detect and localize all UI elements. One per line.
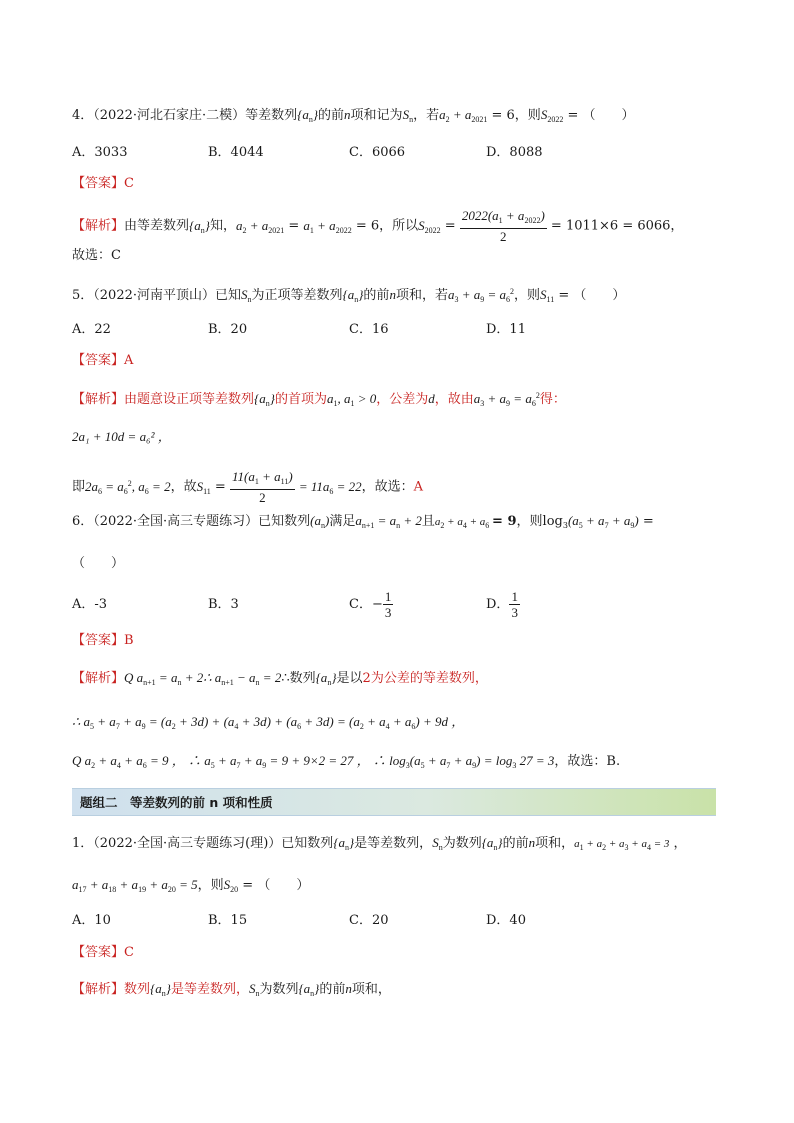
q4-stem-text: 项和记为 [350, 108, 403, 123]
analysis-text: 由题意设正项等差数列 [124, 392, 255, 407]
q5-option-d: D．11 [486, 322, 526, 337]
option-label: C． [349, 597, 372, 612]
q5-line3-text: 即 [72, 479, 86, 495]
q5-option-c: C．16 [349, 322, 389, 337]
analysis-text: 是等差数列， [170, 982, 249, 997]
q4-analysis: 【解析】由等差数列$\{a_n\}$知，$a_2 + a_{2021} = a_1 + a_{2022} = 6$，所以$S_{2022}$ = $\frac{2022(a_1 + a_{2022})}{2}$ = 1011×6 = 6066， [72, 208, 684, 244]
q5-line2 [72, 428, 171, 447]
q6-line3-text: ，故选：B. [554, 754, 621, 769]
analysis-text: 知， [209, 218, 236, 234]
q6-stem-text: 满足 [329, 514, 356, 529]
q6-analysis: 【解析】Q $a_{n+1} = a_n$ + 2∴ $a_{n+1} - a_n$ = 2∴数列$\{a_n\}$是以2为公差的等差数列， [72, 670, 488, 687]
section-banner [72, 788, 716, 816]
q5-stem-prefix: 5．（2022·河南平顶山）已知 [72, 288, 241, 303]
q5-stem-text: 的前 [363, 288, 390, 303]
q5-stem: 5．（2022·河南平顶山）已知$S_n$为正项等差数列$\{a_n\}$的前n项和，若$a_3 + a_9 = a_6^2$，则$S_{11}$ = （ ） [72, 287, 626, 304]
q6-stem-text: ，则 [516, 514, 543, 529]
q6-line2: ∴ $a_5 + a_7 + a_9 = (a_2 + 3d) + (a_4 + 3d) + (a_6 + 3d) = (a_2 + a_4 + a_6) + 9d$ ， [72, 714, 465, 731]
g2q1-option-a: A．10 [72, 913, 111, 928]
q6-stem-prefix: 6．（2022·全国·高三专题练习）已知数列 [72, 514, 311, 529]
q5-option-b: B．20 [208, 322, 248, 337]
g2q1-stem: 1．（2022·全国·高三专题练习(理)）已知数列$\{a_n\}$是等差数列，$S_n$为数列$\{a_n\}$的前n项和，$a_1 + a_2 + a_3 + a_4 = 3$ ， [72, 835, 687, 852]
analysis-text: 数列 [124, 982, 151, 997]
q4-stem-prefix: 4．（2022·河北石家庄·二模）等差数列 [72, 108, 298, 123]
q4-stem-text: 的前 [318, 108, 345, 123]
q4-stem-text: ，则 [514, 108, 541, 123]
g2q1-analysis: 【解析】数列$\{a_n\}$是等差数列，$S_n$为数列$\{a_n\}$的前n项和， [72, 981, 391, 998]
analysis-label: 【解析】 [72, 982, 125, 997]
g2q1-stem-line2: $a_{17} + a_{18} + a_{19} + a_{20} = 5$，则$S_{20}$ = （ ） [72, 877, 310, 894]
g2q1-stem-end: （ ） [257, 878, 310, 893]
q5-fraction: $\frac{11(a_1 + a_{11})}{2}$ [231, 469, 293, 505]
g2q1-option-d: D．40 [486, 913, 526, 928]
q6-option-d [486, 589, 520, 620]
g2q1-stem-text: 是等差数列， [354, 836, 433, 851]
answer-value: C [124, 176, 134, 191]
analysis-text: 是以 [336, 671, 363, 686]
g2q1-stem-prefix: 1．（2022·全国·高三专题练习(理)）已知数列 [72, 836, 334, 851]
q5-line3-text: ，故选： [361, 479, 414, 495]
q5-line3: 即$2a_6 = a_6^2$, $a_6 = 2$，故$S_{11}$ = $\frac{11(a_1 + a_{11})}{2}$ = $11a_6 = 22$，故选：A [72, 469, 424, 505]
q6-stem-text: 且 [421, 514, 435, 529]
q4-option-b: B．4044 [208, 145, 264, 160]
q4-stem-end: （ ） [582, 108, 635, 123]
q4-answer [72, 175, 134, 193]
analysis-text: 的首项为 [274, 392, 327, 407]
g2q1-stem-text: 为数列 [442, 836, 482, 851]
section-title: 题组二 等差数列的前 n 项和性质 [80, 795, 273, 810]
analysis-result: = 1011×6 = 6066， [550, 218, 684, 234]
g2q1-option-b: B．15 [208, 913, 248, 928]
analysis-text: 由等差数列 [124, 218, 190, 234]
q6-d-fraction: $\frac{1}{3}$ [511, 589, 518, 620]
answer-label: 【答案】 [72, 353, 125, 368]
answer-label: 【答案】 [72, 945, 125, 960]
q4-choose [72, 247, 121, 265]
q4-fraction: $\frac{2022(a_1 + a_{2022})}{2}$ [461, 208, 545, 244]
analysis-label: 【解析】 [72, 392, 125, 407]
q6-stem-end: （ ） [72, 556, 125, 571]
analysis-label: 【解析】 [72, 218, 125, 234]
q6-stem: 6．（2022·全国·高三专题练习）已知数列$(a_n)$满足$a_{n+1} = a_n + 2$且$a_2 + a_4 + a_6 = 9$，则$\log_3(a_5 + a_7 + a_9)$ = [72, 513, 654, 530]
answer-value: A [124, 353, 134, 368]
answer-label: 【答案】 [72, 633, 125, 648]
analysis-text: 为数列 [259, 982, 299, 997]
analysis-text: 得： [539, 392, 566, 407]
answer-value: B [124, 633, 134, 648]
q6-line3: Q $a_2 + a_4 + a_6 = 9$ ， ∴ $a_5 + a_7 + a_9 = 9 + 9\times 2 = 27$ ， ∴ $\log_3(a_5 + a_7 + a_9) = \log_3 27 = 3$，故选：B. [72, 753, 621, 770]
q6-answer [72, 632, 134, 650]
analysis-text: 项和， [351, 982, 391, 997]
analysis-text: ，故由 [434, 392, 474, 407]
analysis-text: 的前 [319, 982, 346, 997]
q6-option-a: A．-3 [72, 597, 108, 612]
q6-option-c: C．− $\frac{1}{3}$ [349, 589, 392, 620]
q6-c-fraction: $\frac{1}{3}$ [384, 589, 392, 620]
q5-stem-text: ，则 [514, 288, 541, 303]
q4-stem-text: ，若 [413, 108, 440, 123]
q4-option-d: D．8088 [486, 145, 543, 160]
q4-choose-text: 故选：C [72, 248, 121, 263]
g2q1-answer [72, 944, 134, 962]
q5-line3-text: ，故 [170, 479, 197, 495]
g2q1-option-c: C．20 [349, 913, 389, 928]
q5-stem-end: （ ） [573, 288, 626, 303]
q5-choice: A [413, 479, 424, 495]
option-label: D． [486, 597, 510, 612]
g2q1-stem-text: 的前 [502, 836, 529, 851]
analysis-text: ，公差为 [376, 392, 429, 407]
q5-stem-text: 项和，若 [395, 288, 448, 303]
analysis-text: 为公差的等差数列， [370, 671, 488, 686]
q5-analysis: 【解析】由题意设正项等差数列$\{a_n\}$的首项为$a_1$, $a_1 > 0$，公差为d，故由$a_3 + a_9 = a_6^2$得： [72, 391, 566, 408]
q4-stem: 4．（2022·河北石家庄·二模）等差数列$\{a_n\}$的前n项和记为$S_n$，若$a_2 + a_{2021} = 6$，则$S_{2022}$ = （ ） [72, 107, 635, 124]
analysis-text: 2 [362, 671, 371, 686]
analysis-text: ，所以 [379, 218, 419, 234]
answer-value: C [124, 945, 134, 960]
g2q1-stem-text: ，则 [197, 878, 224, 893]
q5-option-a: A．22 [72, 322, 111, 337]
q5-stem-text: 为正项等差数列 [251, 288, 343, 303]
q6-option-b: B．3 [208, 597, 239, 612]
q5-answer [72, 352, 133, 370]
analysis-text: ∴数列 [281, 671, 316, 686]
q4-option-a: A．3033 [72, 145, 128, 160]
q4-option-c: C．6066 [349, 145, 406, 160]
analysis-label: 【解析】 [72, 671, 125, 686]
q5-equation: 2a₁ + 10d = a₆² ， [72, 429, 171, 444]
answer-label: 【答案】 [72, 176, 125, 191]
g2q1-stem-text: 项和， [535, 836, 575, 851]
